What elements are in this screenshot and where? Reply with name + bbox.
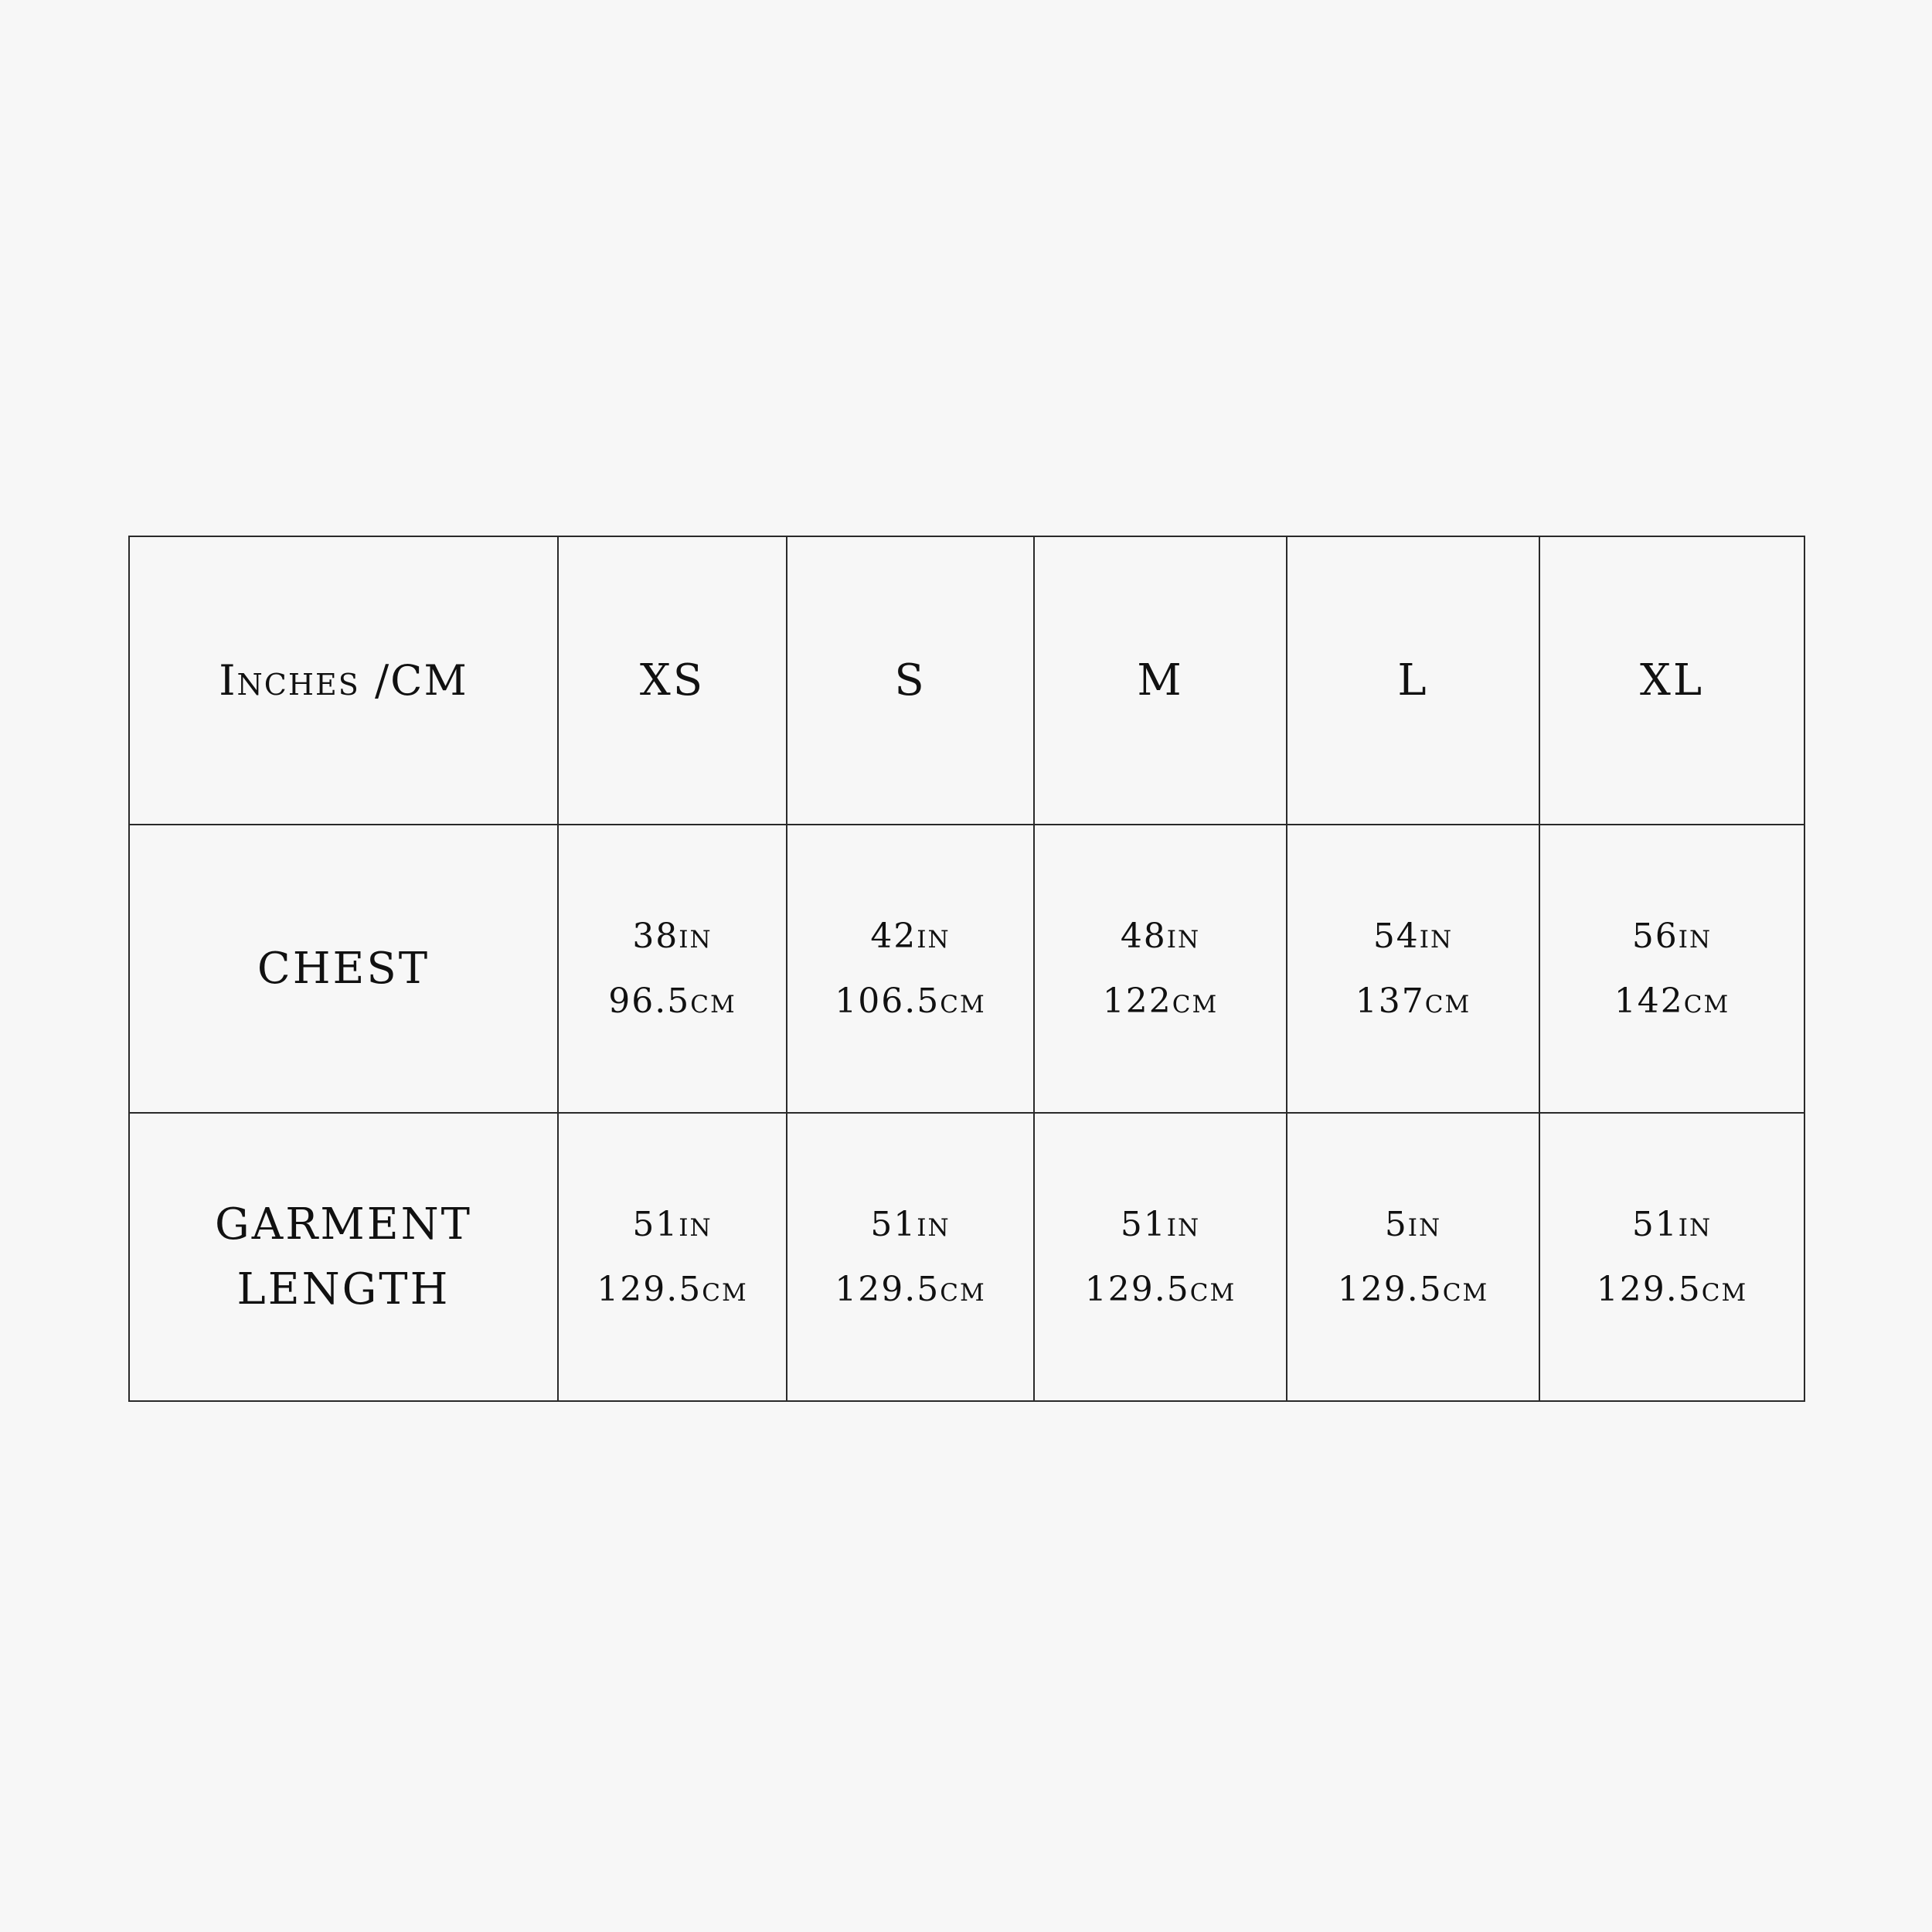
length-xs-cm: 129.5cm <box>597 1269 748 1309</box>
chest-xl-cm: 142cm <box>1614 981 1730 1021</box>
chest-l-cm: 137cm <box>1355 981 1471 1021</box>
corner-cell <box>129 536 558 825</box>
size-chart-table <box>128 536 1805 1402</box>
size-header-cell <box>1034 536 1287 825</box>
row-label-cell <box>129 825 558 1113</box>
length-m-inches: 51in <box>1120 1204 1201 1244</box>
length-xl-cm: 129.5cm <box>1596 1269 1748 1309</box>
chest-xs-cm: 96.5cm <box>608 981 736 1021</box>
measurement-cell <box>1034 1113 1287 1401</box>
measurement-cell <box>558 1113 787 1401</box>
size-l-header: L <box>1397 655 1429 706</box>
measurement-cell <box>558 825 787 1113</box>
units-label: Inches /CM <box>219 656 468 705</box>
length-xl-inches: 51in <box>1631 1204 1713 1244</box>
chest-s-cm: 106.5cm <box>835 981 986 1021</box>
size-s-header: S <box>894 655 927 706</box>
chest-s-inches: 42in <box>870 916 951 956</box>
garment-length-row <box>129 1113 1804 1401</box>
length-l-inches: 5in <box>1384 1204 1442 1244</box>
size-header-cell <box>787 536 1034 825</box>
garment-length-label-line-1: GARMENT <box>215 1199 472 1250</box>
length-s-inches: 51in <box>870 1204 951 1244</box>
measurement-cell <box>1539 1113 1804 1401</box>
size-header-cell <box>1539 536 1804 825</box>
size-xl-header: XL <box>1639 655 1705 706</box>
measurement-cell <box>787 825 1034 1113</box>
chest-m-inches: 48in <box>1120 916 1201 956</box>
chest-m-cm: 122cm <box>1102 981 1219 1021</box>
length-l-cm: 129.5cm <box>1337 1269 1489 1309</box>
measurement-cell <box>1539 825 1804 1113</box>
measurement-cell <box>1287 1113 1539 1401</box>
size-header-cell <box>558 536 787 825</box>
measurement-cell <box>1287 825 1539 1113</box>
length-m-cm: 129.5cm <box>1084 1269 1236 1309</box>
measurement-cell <box>1034 825 1287 1113</box>
length-s-cm: 129.5cm <box>835 1269 986 1309</box>
header-row <box>129 536 1804 825</box>
chest-xs-inches: 38in <box>632 916 713 956</box>
size-m-header: M <box>1137 655 1184 706</box>
measurement-cell <box>787 1113 1034 1401</box>
chest-xl-inches: 56in <box>1631 916 1713 956</box>
chest-label: CHEST <box>257 943 430 994</box>
garment-length-label-line-2: LENGTH <box>236 1264 451 1315</box>
size-xs-header: XS <box>639 655 706 706</box>
size-header-cell <box>1287 536 1539 825</box>
chest-l-inches: 54in <box>1372 916 1454 956</box>
row-label-cell <box>129 1113 558 1401</box>
length-xs-inches: 51in <box>632 1204 713 1244</box>
chest-row <box>129 825 1804 1113</box>
